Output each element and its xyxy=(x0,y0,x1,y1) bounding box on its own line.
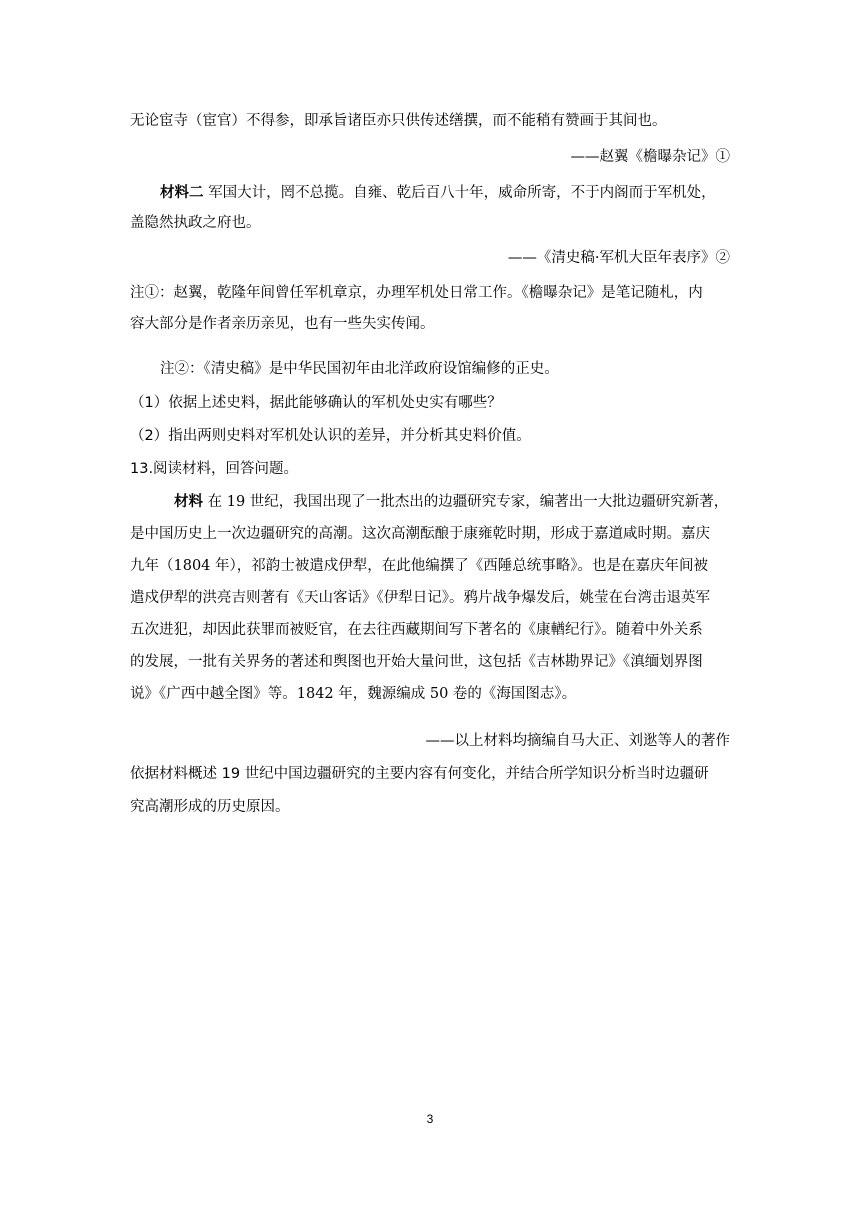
citation-zhaoyi: ——赵翼《檐曝杂记》① xyxy=(570,149,730,165)
note-one-line-1: 注①：赵翼，乾隆年间曾任军机章京，办理军机处日常工作。《檐曝杂记》是笔记随札，内 xyxy=(130,285,703,301)
q13-material-line: 说》《广西中越全图》等。1842 年，魏源编成 50 卷的《海国图志》。 xyxy=(130,686,577,702)
material-continuation-line: 无论宦寺（宦官）不得参，即承旨诸臣亦只供传述缮撰，而不能稍有赞画于其间也。 xyxy=(130,113,667,129)
question-13-heading: 13.阅读材料，回答问题。 xyxy=(130,461,299,477)
material-two-line-1 xyxy=(160,183,730,203)
note-one-line-2: 容大部分是作者亲历亲见，也有一些失实传闻。 xyxy=(130,316,435,332)
page-number: 3 xyxy=(426,1112,434,1126)
q13-material-line: 九年（1804 年），祁韵士被遣戍伊犁，在此他编撰了《西陲总统事略》。也是在嘉庆年间被 xyxy=(130,558,709,574)
q13-material-line: 遣戍伊犁的洪亮吉则著有《天山客话》《伊犁日记》。鸦片战争爆发后，姚莹在台湾击退英军 xyxy=(130,590,710,606)
q13-material-line: 的发展，一批有关界务的著述和舆图也开始大量问世，这包括《吉林勘界记》《滇缅划界图 xyxy=(130,654,703,670)
question-one: （1）依据上述史料，据此能够确认的军机处史实有哪些？ xyxy=(130,395,502,411)
q13-material-line: 是中国历史上一次边疆研究的高潮。这次高潮酝酿于康雍乾时期，形成于嘉道咸时期。嘉庆 xyxy=(130,526,710,542)
question-two: （2）指出两则史料对军机处认识的差异，并分析其史料价值。 xyxy=(130,428,531,444)
material-two-text: 军国大计，罔不总揽。自雍、乾后百八十年，威命所寄，不于内阁而于军机处， xyxy=(208,185,716,201)
q13-material-line-1 xyxy=(174,492,730,512)
citation-qingshigao: ——《清史稿·军机大臣年表序》② xyxy=(507,250,730,266)
q13-citation: ——以上材料均摘编自马大正、刘逖等人的著作 xyxy=(425,733,730,749)
q13-material-label: 材料 xyxy=(174,493,203,510)
q13-question-line-1: 依据材料概述 19 世纪中国边疆研究的主要内容有何变化，并结合所学知识分析当时边疆研 xyxy=(130,766,709,782)
q13-question-line-2: 究高潮形成的历史原因。 xyxy=(130,799,290,815)
note-two: 注②：《清史稿》是中华民国初年由北洋政府设馆编修的正史。 xyxy=(160,361,559,377)
material-two-label: 材料二 xyxy=(160,184,204,201)
q13-material-text: 在 19 世纪，我国出现了一批杰出的边疆研究专家，编著出一大批边疆研究新著， xyxy=(207,494,729,510)
q13-material-line: 五次进犯，却因此获罪而被贬官，在去往西藏期间写下著名的《康輶纪行》。随着中外关系 xyxy=(130,622,703,638)
material-two-line-2: 盖隐然执政之府也。 xyxy=(130,215,261,231)
